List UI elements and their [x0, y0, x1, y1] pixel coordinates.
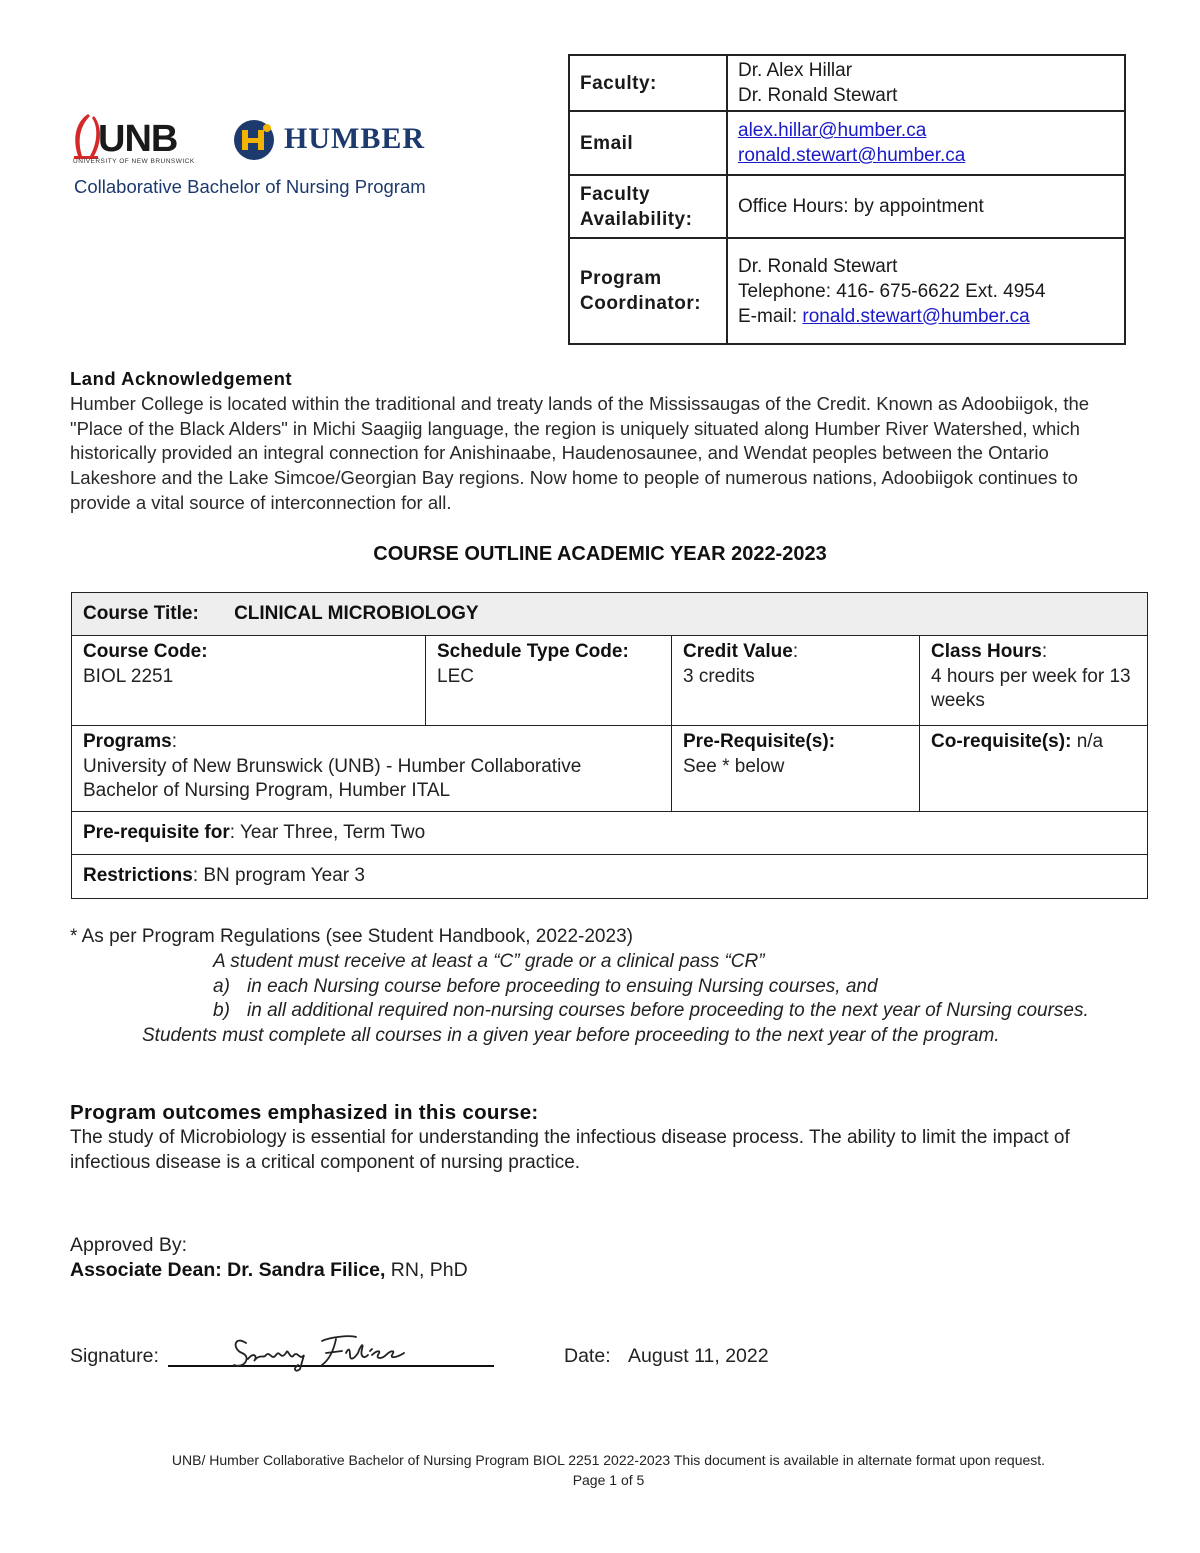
land-ack-heading: Land Acknowledgement: [70, 368, 293, 389]
coordinator-value: [727, 238, 1125, 344]
logo-area: [68, 112, 448, 202]
availability-row: [569, 175, 1125, 238]
restrictions-row: [72, 855, 1148, 899]
dean-label: Associate Dean: Dr. Sandra Filice,: [70, 1259, 386, 1281]
faculty-table: [568, 54, 1126, 345]
coordinator-label-line-1: Program: [580, 268, 662, 289]
page-number: Page 1 of 5: [572, 1472, 645, 1488]
coordinator-label: [569, 238, 727, 344]
schedule-cell: [426, 636, 672, 726]
note-item-b-text: in all additional required non-nursing courses before proceeding to the next year of Nursing courses.: [247, 1000, 1089, 1022]
program-name: Collaborative Bachelor of Nursing Program: [74, 176, 426, 197]
faculty-value: [727, 55, 1125, 111]
note-line-1: * As per Program Regulations (see Student Handbook, 2022-2023): [70, 926, 633, 947]
prereq-for-cell: Pre-requisite for: Year Three, Term Two: [72, 812, 1148, 855]
note-item-b-marker: b): [213, 1000, 230, 1022]
note-line-2: A student must receive at least a “C” grade or a clinical pass “CR”: [213, 950, 765, 972]
date-label: Date:: [564, 1345, 611, 1367]
signature-row: [70, 1343, 870, 1383]
faculty-name-2: Dr. Ronald Stewart: [738, 85, 898, 106]
coreq-value: n/a: [1076, 731, 1104, 752]
dean-suffix: RN, PhD: [390, 1259, 468, 1281]
schedule-label: Schedule Type Code:: [437, 641, 629, 662]
note-item-a: [70, 975, 1150, 1000]
email-link-2[interactable]: ronald.stewart@humber.ca: [738, 145, 966, 166]
programs-label: Programs: [83, 731, 172, 752]
note-item-a-marker: a): [213, 975, 230, 997]
course-outline-title: COURSE OUTLINE ACADEMIC YEAR 2022-2023: [373, 543, 827, 565]
course-title-value: CLINICAL MICROBIOLOGY: [234, 603, 479, 625]
land-acknowledgement: [70, 367, 1135, 516]
outcomes-heading: Program outcomes emphasized in this course:: [70, 1101, 539, 1124]
availability-label-line-2: Availability:: [580, 208, 693, 230]
faculty-row: [569, 55, 1125, 111]
hours-label: Class Hours: [931, 641, 1042, 662]
email-label: Email: [569, 111, 727, 175]
program-regulations-note: [70, 925, 1150, 1049]
credit-value: 3 credits: [683, 665, 755, 687]
approved-by: Approved By:: [70, 1234, 188, 1256]
course-table: [71, 592, 1148, 899]
programs-value: University of New Brunswick (UNB) - Humber Collaborative Bachelor of Nursing Program, Humber ITAL: [83, 755, 582, 801]
unb-tagline: UNIVERSITY OF NEW BRUNSWICK: [73, 158, 195, 165]
note-item-a-text: in each Nursing course before proceeding to ensuing Nursing courses, and: [247, 975, 878, 997]
dean-line: [70, 1258, 468, 1283]
hours-value: 4 hours per week for 13 weeks: [931, 665, 1131, 711]
availability-value: Office Hours: by appointment: [727, 175, 1125, 238]
email-row: [569, 111, 1125, 175]
coordinator-name: Dr. Ronald Stewart: [738, 255, 898, 277]
coordinator-row: [569, 238, 1125, 344]
coordinator-email-link[interactable]: ronald.stewart@humber.ca: [802, 305, 1030, 327]
footer-line-1: UNB/ Humber Collaborative Bachelor of Nursing Program BIOL 2251 2022-2023 This document is available in alternate format upon request.: [171, 1452, 1046, 1468]
credit-label: Credit Value: [683, 641, 793, 662]
coreq-label: Co-requisite(s):: [931, 731, 1072, 752]
faculty-name-1: Dr. Alex Hillar: [738, 60, 853, 81]
course-code-value: BIOL 2251: [83, 665, 174, 687]
schedule-value: LEC: [437, 665, 474, 687]
programs-cell: Programs: University of New Brunswick (UNB) - Humber Collaborative Bachelor of Nursing Program, Humber ITAL: [72, 726, 672, 812]
signature-image: [230, 1325, 410, 1375]
course-code-label: Course Code:: [83, 641, 208, 662]
email-value: [727, 111, 1125, 175]
email-link-1[interactable]: alex.hillar@humber.ca: [738, 120, 927, 141]
outcomes-body: The study of Microbiology is essential for understanding the infectious disease process. The ability to limit the impact of infectious disease is a critical component of nursing practice.: [70, 1127, 1070, 1173]
humber-logo-icon: [232, 118, 276, 162]
programs-row: [72, 726, 1148, 812]
signature-label: Signature:: [70, 1345, 159, 1367]
unb-logo-icon: [68, 112, 102, 164]
restrictions-label: Restrictions: [83, 865, 193, 887]
course-code-cell: [72, 636, 426, 726]
prereq-value: See * below: [683, 755, 785, 777]
prereq-for-row: [72, 812, 1148, 855]
coreq-cell: [920, 726, 1148, 812]
course-info-row: [72, 636, 1148, 726]
humber-wordmark: HUMBER: [284, 122, 425, 155]
availability-label-line-1: Faculty: [580, 183, 651, 205]
availability-label: [569, 175, 727, 238]
note-item-b: [70, 999, 1127, 1024]
prereq-for-value: Year Three, Term Two: [239, 821, 426, 843]
date-value: August 11, 2022: [628, 1345, 769, 1367]
faculty-label: Faculty:: [569, 55, 727, 111]
land-ack-body: Humber College is located within the traditional and treaty lands of the Mississaugas of the Credit. Known as Adoobiigok, the "Place of the Black Alders" in Michi Saagiig language, the region is uniquely situated along Humber River Watershed, which historically provided an integral connection for Anishinaabe, Haudenosaunee, and Wendat peoples between the Ontario Lakeshore and the Lake Simcoe/Georgian Bay regions. Now home to people of numerous nations, Adoobiigok continues to provide a vital source of interconnection for all.: [70, 392, 1090, 513]
restrictions-cell: Restrictions: BN program Year 3: [72, 855, 1148, 899]
note-line-last: Students must complete all courses in a given year before proceeding to the next year of the program.: [142, 1025, 1000, 1047]
coordinator-phone: Telephone: 416- 675-6622 Ext. 4954: [738, 280, 1046, 302]
hours-cell: Class Hours: 4 hours per week for 13 weeks: [920, 636, 1148, 726]
page-footer: [0, 1450, 1200, 1490]
coordinator-email-line: [738, 304, 1114, 329]
unb-wordmark: UNB: [98, 118, 178, 160]
prereq-cell: [672, 726, 920, 812]
approval-block: [70, 1233, 468, 1283]
prereq-label: Pre-Requisite(s):: [683, 731, 836, 752]
course-title-row: [72, 593, 1148, 636]
coordinator-email-prefix: E-mail:: [738, 305, 803, 327]
coordinator-label-line-2: Coordinator:: [580, 293, 702, 314]
course-title-label: Course Title:: [83, 603, 199, 625]
program-outcomes: [70, 1100, 1150, 1175]
credit-cell: Credit Value: 3 credits: [672, 636, 920, 726]
restrictions-value: BN program Year 3: [203, 865, 365, 887]
prereq-for-label: Pre-requisite for: [83, 821, 230, 843]
